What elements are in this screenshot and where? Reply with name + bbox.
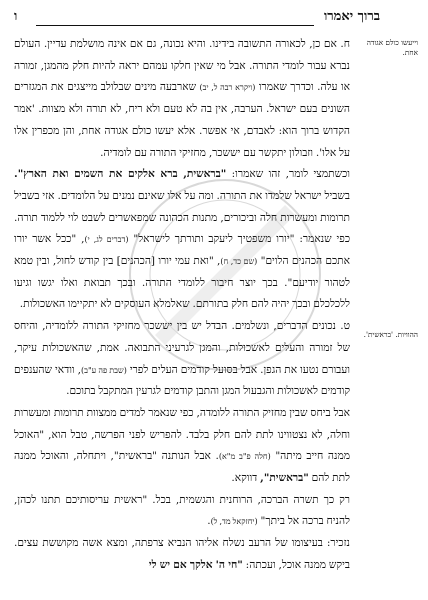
- paragraph-8: ח. אם כן, לכאורה התשובה בידינו. והיא נכונה, גם אם אינה מושלמת עדיין. העולם נברא עבור לומדי התורה. אבל מי שאין חלקו עמהם יראה להיות חלק מהמגן, זמורה או עלה. וכדרך שאמרו (ויקרא רבה ל, יב) שארבעה מינים שבלולב מייצגים את המגזרים השונים בעם ישראל. הערבה, אין בה לא טעם ולא ריח, לא תורה ולא מצוות. 'אמר הקדוש ברוך הוא: לאבדם, אי אפשר. אלא יעשו כולם אגודה אחת, והן מכפרין אלו על אלו'. וזבולון יתקשר עם יששכר, מחזיקי התורה עם לומדיה.: [14, 38, 351, 159]
- page-number: ו: [14, 9, 18, 24]
- paragraph-bracha: רק כך תשרה הברכה, הרוחנית והגשמית, בכל. "ראשית עריסותיכם תתנו לכהן, להניח ברכה אל ביתך" (יחזקאל מד, ל).: [14, 493, 350, 528]
- margin-note-1: וייעשו כולם אגודה אחת.: [366, 38, 418, 57]
- main-text: [14, 34, 350, 577]
- paragraph-terumot: אבל ביחס שבין מחזיק התורה ללומדה, כפי שנאמר למדים ממצוות תרומות ומעשרות וחלה, לא נצטווינו לתת להם חלק בלבד. להפריש לפני הפרשה, טבל הוא, "האוכל ממנה חייב מיתה" (חלה פ"ב מ"א). אבל הנותנה "בראשית", ויתחלה, והאוכל ממנה לתת להם "בראשית", דווקא.: [14, 406, 351, 485]
- header-rule: [36, 25, 314, 26]
- margin-note-2: ההוויות. 'בראשית'.: [363, 330, 418, 339]
- paragraph-eliyahu: נזכיר: בעיצומו של הרעב נשלח אליהו הנביא צרפתה, ומצא אשה מקוששת עצים. ביקש ממנה אוכל, ועכתה: "חי ה' אלקך אם יש לי: [14, 537, 350, 571]
- paragraph-bereshit: וכשתמצי לומר, זהו שאמרו: "בראשית, ברא אלקים את השמים ואת הארץ". בשביל ישראל שלמדו את התורה. ומה על אלו שאינם נמנים על הלומדים. אזי בשביל תרומות ומעשרות חלה וביכורים, מתנות הכהונה שמפאשרים לשבט לוי ללמוד תורה. כפי שנאמר: "יורו משפטיך ליעקב ותורתך לישראל" (דברים לג, י), "ככל אשר יורו אתכם הכהנים הלוים" (שם כד, ח), "ואת עמי יורו [הכהנים] בין קודש לחול, ובין טמא לטהור יודיעם". בכך יוצר חיבור ללומדי התורה. ובכך תבואת ואלו יגשו וגיעו ללכלכלם ובכך יהיה להם חלק בתורתם. שאלמלא העוסקים לא יתקיימו האשכולות.: [14, 168, 350, 311]
- running-title: ברוך יאמרו: [323, 9, 380, 24]
- page-header: [14, 6, 414, 26]
- paragraph-9: ט. נכונים הדברים, ונשלמים. הבדל יש בין יששכר מחזיקי התורה ללומדיה, והיחס של זמורה והעלים לאשכולות, והמגן לגרעיני התבואה. אמת, שהאשכולות עיקר, ועבורם נטעו את הגפן. אבל בסועל קודמים העלים לפרי (שבת פה ע"ב), וודאי שהענפים קודמים לאשכולות והגבעול המגן והתבן קודמים לגרעין המתקבל בתוכם.: [14, 320, 350, 398]
